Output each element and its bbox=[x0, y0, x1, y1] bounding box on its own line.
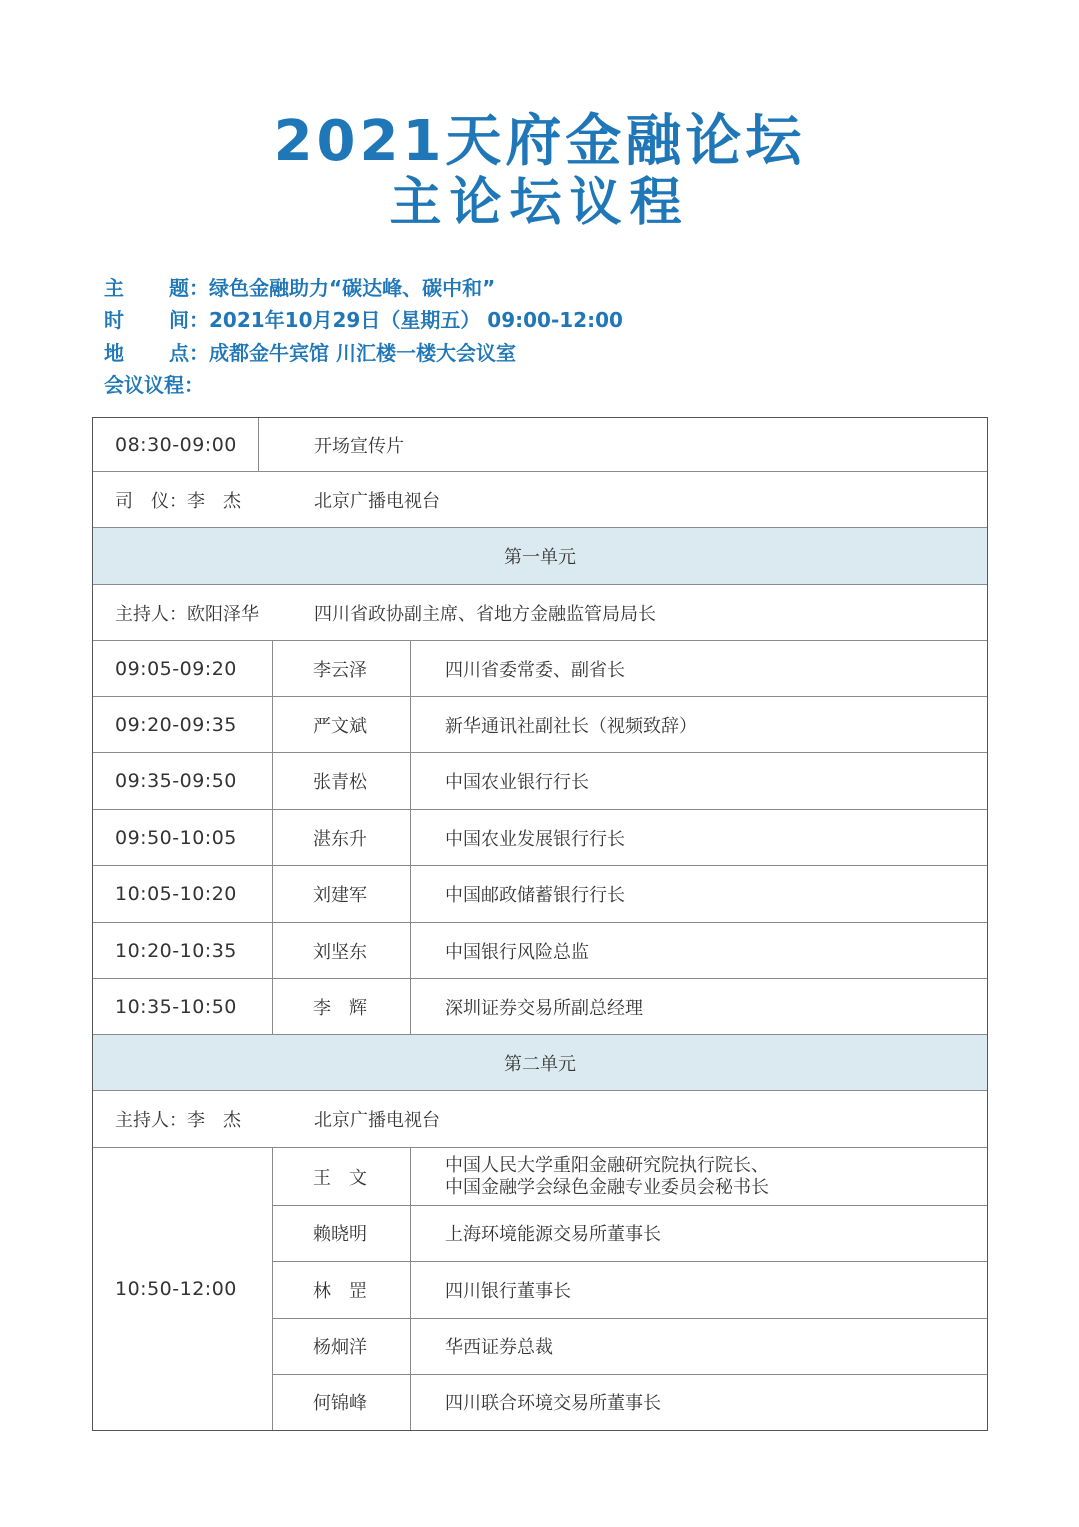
speaker-name: 湛东升 bbox=[273, 810, 411, 865]
speaker-name: 杨炯洋 bbox=[273, 1318, 411, 1374]
unit1-header bbox=[93, 528, 987, 585]
speaker-name: 赖晓明 bbox=[273, 1205, 411, 1261]
speaker-title: 中国邮政储蓄银行行长 bbox=[445, 885, 625, 906]
table-row bbox=[273, 1148, 987, 1206]
table-row bbox=[93, 923, 987, 979]
theme-label-b: 题： bbox=[169, 276, 209, 300]
time-label-b: 间： bbox=[169, 308, 209, 332]
unit2-host-label: 主持人：李 杰 bbox=[115, 1110, 241, 1131]
table-row bbox=[93, 866, 987, 923]
speaker-name: 王 文 bbox=[273, 1148, 411, 1205]
speaker-name: 李 辉 bbox=[273, 979, 411, 1034]
speaker-title: 四川银行董事长 bbox=[445, 1280, 571, 1302]
table-row-opening bbox=[93, 418, 987, 472]
agenda-table bbox=[92, 417, 988, 1431]
speaker-title: 华西证券总裁 bbox=[445, 1337, 553, 1358]
table-row bbox=[93, 979, 987, 1035]
table-row bbox=[93, 641, 987, 697]
speaker-title-line2: 中国金融学会绿色金融专业委员会秘书长 bbox=[445, 1176, 769, 1198]
speaker-title: 上海环境能源交易所董事长 bbox=[445, 1224, 661, 1245]
speaker-title: 新华通讯社副社长（视频致辞） bbox=[445, 715, 697, 737]
opening-item: 开场宣传片 bbox=[314, 435, 404, 457]
speaker-name: 张青松 bbox=[273, 753, 411, 809]
time-line bbox=[104, 305, 623, 335]
speaker-time: 09:35-09:50 bbox=[93, 753, 273, 809]
speaker-time: 09:50-10:05 bbox=[93, 810, 273, 865]
unit2-block bbox=[93, 1148, 987, 1430]
place-value: 成都金牛宾馆 川汇楼一楼大会议室 bbox=[209, 341, 516, 365]
speaker-name: 刘建军 bbox=[273, 866, 411, 922]
place-label-b: 点： bbox=[169, 341, 209, 365]
unit1-host-org: 四川省政协副主席、省地方金融监管局局长 bbox=[314, 603, 656, 625]
table-row bbox=[273, 1318, 987, 1375]
speaker-name: 林 罡 bbox=[273, 1261, 411, 1318]
table-row bbox=[273, 1205, 987, 1262]
speaker-title: 中国农业发展银行行长 bbox=[445, 828, 625, 850]
unit1-host-row bbox=[93, 585, 987, 641]
table-row bbox=[93, 697, 987, 753]
table-row bbox=[93, 810, 987, 866]
emcee-label: 司 仪：李 杰 bbox=[115, 490, 241, 512]
table-row bbox=[273, 1261, 987, 1319]
table-row bbox=[273, 1374, 987, 1430]
speaker-title: 中国银行风险总监 bbox=[445, 941, 589, 963]
forum-title: 2021天府金融论坛 bbox=[273, 109, 806, 174]
place-label-a: 地 bbox=[104, 341, 124, 365]
theme-value: 绿色金融助力“碳达峰、碳中和” bbox=[209, 276, 496, 300]
speaker-name: 刘坚东 bbox=[273, 923, 411, 978]
agenda-label: 会议议程： bbox=[104, 373, 204, 397]
speaker-time: 10:35-10:50 bbox=[93, 979, 273, 1034]
place-line bbox=[104, 338, 516, 368]
speaker-title bbox=[445, 1148, 769, 1205]
speaker-title: 中国农业银行行长 bbox=[445, 772, 589, 793]
speaker-title-line1: 中国人民大学重阳金融研究院执行院长、 bbox=[445, 1154, 769, 1176]
speaker-title: 四川省委常委、副省长 bbox=[445, 659, 625, 681]
speaker-time: 10:05-10:20 bbox=[93, 866, 273, 922]
agenda-title: 主论坛议程 bbox=[389, 173, 690, 233]
speaker-name: 严文斌 bbox=[273, 697, 411, 752]
unit1-host-label: 主持人：欧阳泽华 bbox=[115, 603, 259, 625]
unit2-time: 10:50-12:00 bbox=[93, 1148, 273, 1430]
table-row bbox=[93, 753, 987, 810]
speaker-time: 09:20-09:35 bbox=[93, 697, 273, 752]
speaker-title: 深圳证券交易所副总经理 bbox=[445, 997, 643, 1019]
speaker-name: 李云泽 bbox=[273, 641, 411, 696]
speaker-title: 四川联合环境交易所董事长 bbox=[445, 1393, 661, 1414]
time-value: 2021年10月29日（星期五） 09:00-12:00 bbox=[209, 308, 623, 332]
table-row-emcee bbox=[93, 472, 987, 528]
time-label-a: 时 bbox=[104, 308, 124, 332]
unit1-title: 第一单元 bbox=[504, 547, 576, 568]
speaker-time: 10:20-10:35 bbox=[93, 923, 273, 978]
unit2-host-org: 北京广播电视台 bbox=[314, 1110, 440, 1131]
theme-line bbox=[104, 273, 495, 303]
theme-label-a: 主 bbox=[104, 276, 124, 300]
speaker-name: 何锦峰 bbox=[273, 1374, 411, 1430]
unit2-header bbox=[93, 1035, 987, 1091]
opening-time: 08:30-09:00 bbox=[93, 418, 259, 471]
speaker-time: 09:05-09:20 bbox=[93, 641, 273, 696]
unit2-title: 第二单元 bbox=[504, 1053, 576, 1075]
unit2-host-row bbox=[93, 1091, 987, 1148]
emcee-org: 北京广播电视台 bbox=[314, 490, 440, 512]
